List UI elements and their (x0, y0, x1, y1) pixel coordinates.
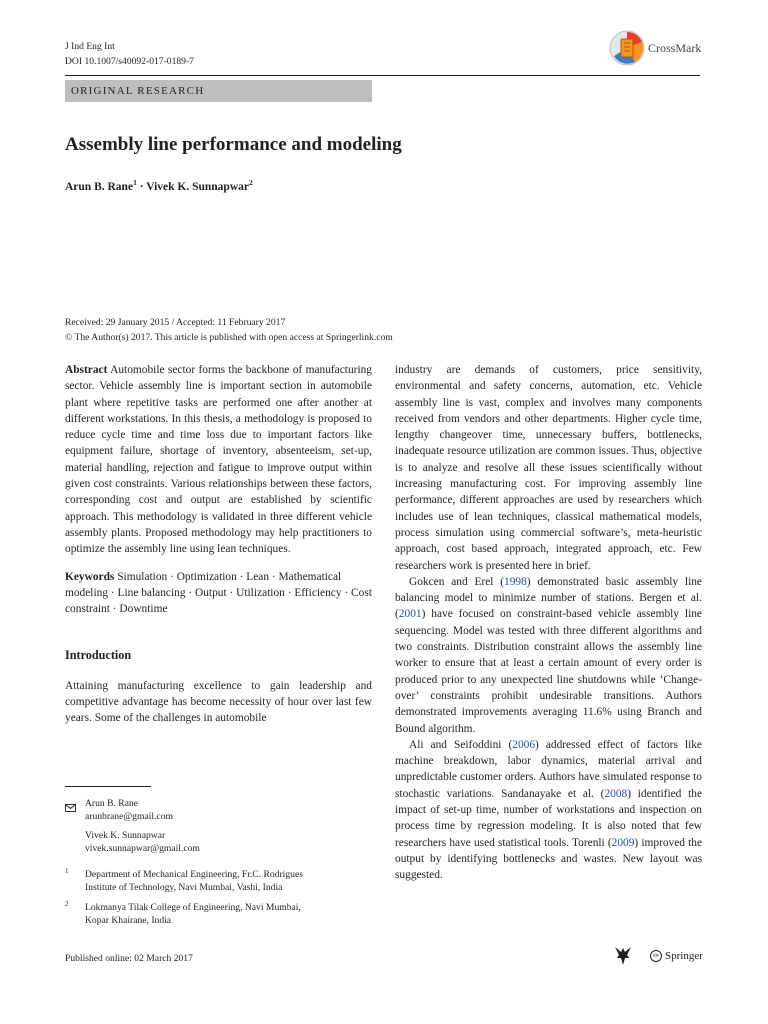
footnote-rule (65, 786, 151, 787)
springer-horse-icon (612, 944, 634, 968)
springer-logo-icon: ✑ Springer (650, 950, 703, 962)
text-run: Gokcen and Erel ( (409, 575, 505, 588)
keywords-label: Keywords (65, 570, 115, 583)
text-run: ) identified the impact of set-up time, number of workstations and inspection on process time by regression modeling. It is also noted that few researchers have used statistical tools. Torenli ( (395, 787, 703, 849)
body-paragraph: industry are demands of customers, price sensitivity, environmental and safety concerns, automation, etc. Vehicle assembly line is vast, complex and involves many components received from vendors and other departments. Higher cycle time, lengthy changeover time, unnecessary buffers, bottlenecks, inadequate resource utilization are common issues. Thus, objective is to analyze and resolve all these issues scientifically without increasing manufacturing cost. For improving assembly line performance, different approaches are used by researchers which includes use of lean techniques, classical mathematical models, process simulation using commercial software’s, meta-heuristic approach, cost based approach, integrated approach, etc. Few researchers work is presented here in brief. (395, 364, 702, 572)
text-run: ) demonstrated basic assembly line balancing model to minimize number of stations. Bergen et al. ( (395, 575, 702, 621)
affiliation-marker: 1 (133, 178, 137, 187)
text-run: ) have focused on constraint-based vehicle assembly line sequencing. Model was tested with three different algorithms and two constraints. Distribution constraint allows the assembly line worker to ensure that at least a certain amount of every order is produced prior to any unexpected line shutdowns while ‘Change-over’ constraints prohibit undesirable transitions. Authors demonstrated improvements averaging 11.6% using Branch and Bound algorithm. (395, 608, 702, 735)
author-name: Arun B. Rane (65, 180, 134, 193)
contact-email[interactable]: vivek.sunnapwar@gmail.com (85, 843, 200, 854)
corresponding-author (85, 797, 173, 823)
doi[interactable]: DOI 10.1007/s40092-017-0189-7 (65, 56, 194, 67)
citation-link[interactable]: 1998 (504, 575, 527, 588)
keywords (65, 569, 372, 618)
abstract-label: Abstract (65, 364, 108, 376)
publisher-name: Springer (665, 950, 703, 962)
citation-link[interactable]: 2008 (604, 787, 628, 800)
citation-link[interactable]: 2001 (398, 608, 422, 621)
author-name: Vivek K. Sunnapwar (146, 180, 249, 193)
citation-link[interactable]: 2009 (611, 836, 635, 849)
abstract-text: Automobile sector forms the backbone of manufacturing sector. Vehicle assembly line is important section in automobile plant where repetitive tasks are performed one after another at different workstations. In this thesis, a methodology is proposed to reduce cycle time and time loss due to important factors like equipment failure, shortage of inventory, absenteeism, set-up, material handling, rejection and fatigue to improve output within given cost constraints. Various relationships between these factors, corresponding cost and output are established by scientific approach. This methodology is validated in three different vehicle assembly plants. Proposed methodology may help practitioners to optimize the assembly line using lean techniques. (65, 364, 373, 556)
affiliation-marker: 2 (248, 178, 253, 187)
text-run: ) addressed effect of factors like machine breakdown, labor dynamics, material arrival and unpredictable customer orders. Authors have simulated response to stochastic variations. Sandanayake et al. ( (395, 738, 702, 800)
header-rule (65, 75, 700, 76)
affiliation-number: 2 (65, 900, 69, 908)
contact-name: Arun B. Rane (85, 798, 139, 809)
crossmark-label[interactable]: CrossMark (648, 41, 702, 55)
contact-email[interactable]: arunbrane@gmail.com (85, 811, 173, 822)
affiliation-line: Institute of Technology, Navi Mumbai, Vashi, India (85, 882, 283, 893)
affiliation-line: Kopar Khairane, India (85, 915, 172, 926)
affiliation-number: 1 (65, 867, 69, 875)
affiliation-line: Lokmanya Tilak College of Engineering, Navi Mumbai, (85, 902, 301, 913)
author-list (65, 178, 253, 193)
keywords-text: Simulation · Optimization · Lean · Mathematical modeling · Line balancing · Output · Utilization · Efficiency · Cost constraint · Downtime (65, 570, 372, 616)
text-run: Ali and Seifoddini ( (409, 738, 513, 751)
abstract (65, 362, 372, 558)
received-accepted-dates: Received: 29 January 2015 / Accepted: 11 February 2017 (65, 317, 286, 328)
affiliation-line: Department of Mechanical Engineering, Fr.C. Rodrigues (85, 869, 303, 880)
contact-name: Vivek K. Sunnapwar (85, 830, 166, 841)
introduction-heading: Introduction (65, 648, 132, 663)
text-run: ) improved the output by identifying bottlenecks and wastes. New layout was suggested. (395, 836, 702, 882)
introduction-paragraph: Attaining manufacturing excellence to gain leadership and competitive advantage has become necessity of hour over last few years. Some of the challenges in automobile (65, 679, 372, 725)
copyright-notice: © The Author(s) 2017. This article is published with open access at Springerlink.com (65, 332, 393, 343)
body-paragraph (395, 737, 702, 884)
coauthor-contact (85, 829, 200, 855)
left-column (65, 362, 372, 727)
section-banner: ORIGINAL RESEARCH (65, 80, 372, 102)
author-separator: · (136, 180, 147, 193)
crossmark-logo-icon[interactable] (609, 30, 645, 71)
body-paragraph (395, 574, 702, 737)
article-title: Assembly line performance and modeling (65, 134, 402, 155)
published-date: Published online: 02 March 2017 (65, 953, 193, 964)
citation-link[interactable]: 2006 (512, 738, 536, 751)
right-column (395, 362, 702, 884)
article-history (65, 315, 393, 345)
affiliation (85, 901, 301, 927)
envelope-icon (65, 799, 76, 807)
journal-name: J Ind Eng Int (65, 41, 115, 52)
affiliation (85, 868, 303, 894)
